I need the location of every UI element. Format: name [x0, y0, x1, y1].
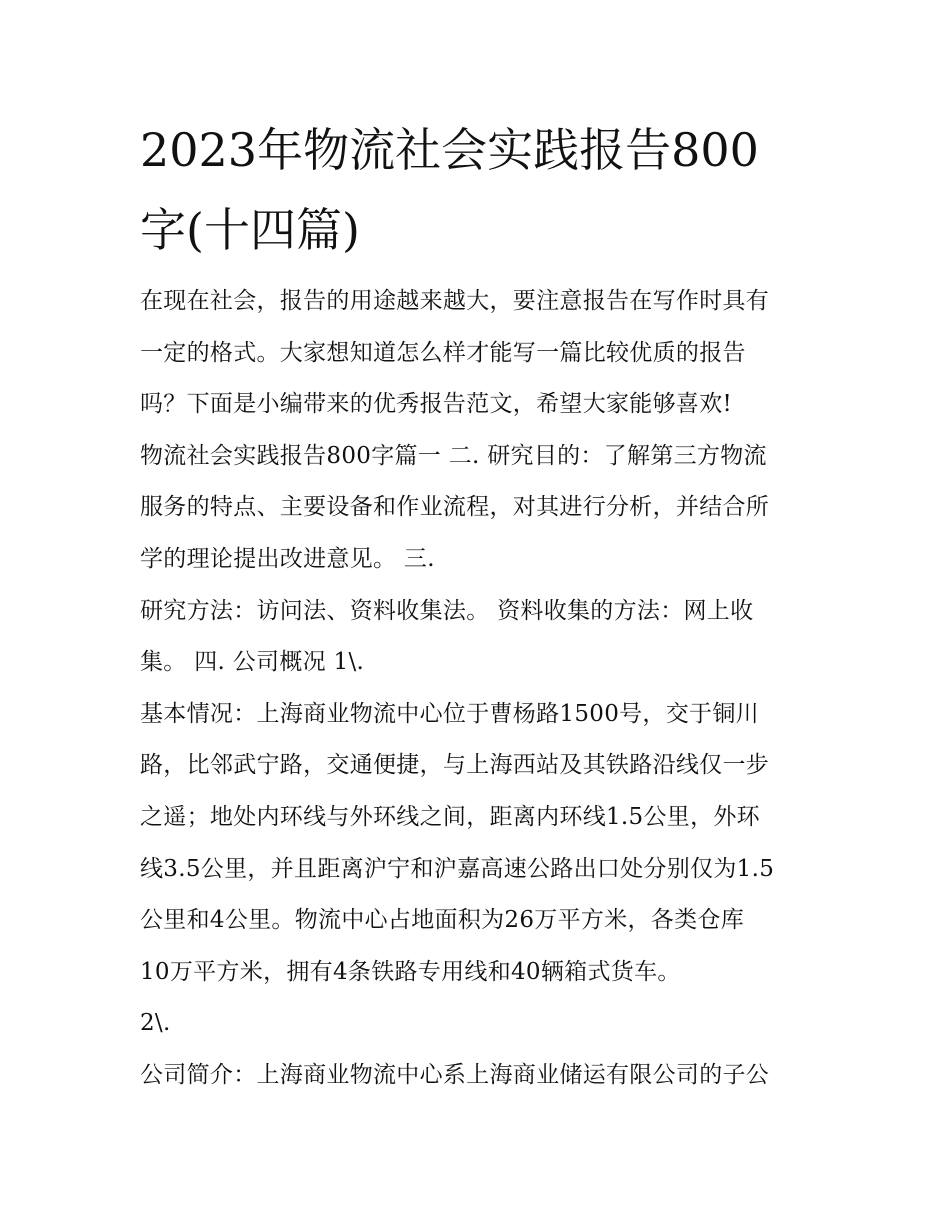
body-line-10: 路，比邻武宁路，交通便捷，与上海西站及其铁路沿线仅一步	[140, 752, 770, 779]
body-line-4: 物流社会实践报告800字篇一 二. 研究目的：了解第三方物流	[140, 442, 767, 469]
body-line-7: 研究方法：访问法、资料收集法。 资料收集的方法：网上收	[140, 597, 754, 624]
body-line-11: 之遥；地处内环线与外环线之间，距离内环线1.5公里，外环	[140, 803, 760, 830]
document-title	[140, 110, 830, 270]
title-line-2: 字(十四篇)	[140, 203, 360, 257]
document-body	[140, 276, 840, 1102]
body-line-3: 吗？下面是小编带来的优秀报告范文，希望大家能够喜欢!	[140, 391, 733, 418]
body-line-16: 公司简介：上海商业物流中心系上海商业储运有限公司的子公	[140, 1061, 770, 1088]
title-line-1: 2023年物流社会实践报告800	[140, 123, 759, 177]
body-line-1: 在现在社会，报告的用途越来越大，要注意报告在写作时具有	[140, 288, 770, 314]
body-line-14: 10万平方米，拥有4条铁路专用线和40辆箱式货车。	[140, 958, 681, 985]
body-line-13: 公里和4公里。物流中心占地面积为26万平方米，各类仓库	[140, 907, 744, 934]
body-line-15: 2\.	[140, 1010, 171, 1037]
body-line-5: 服务的特点、主要设备和作业流程，对其进行分析，并结合所	[140, 494, 770, 521]
body-line-6: 学的理论提出改进意见。 三.	[140, 545, 435, 572]
body-line-9: 基本情况：上海商业物流中心位于曹杨路1500号，交于铜川	[140, 700, 759, 727]
body-line-12: 线3.5公里，并且距离沪宁和沪嘉高速公路出口处分别仅为1.5	[140, 855, 775, 882]
body-line-8: 集。 四. 公司概况 1\.	[140, 649, 365, 676]
body-line-2: 一定的格式。大家想知道怎么样才能写一篇比较优质的报告	[140, 339, 746, 366]
